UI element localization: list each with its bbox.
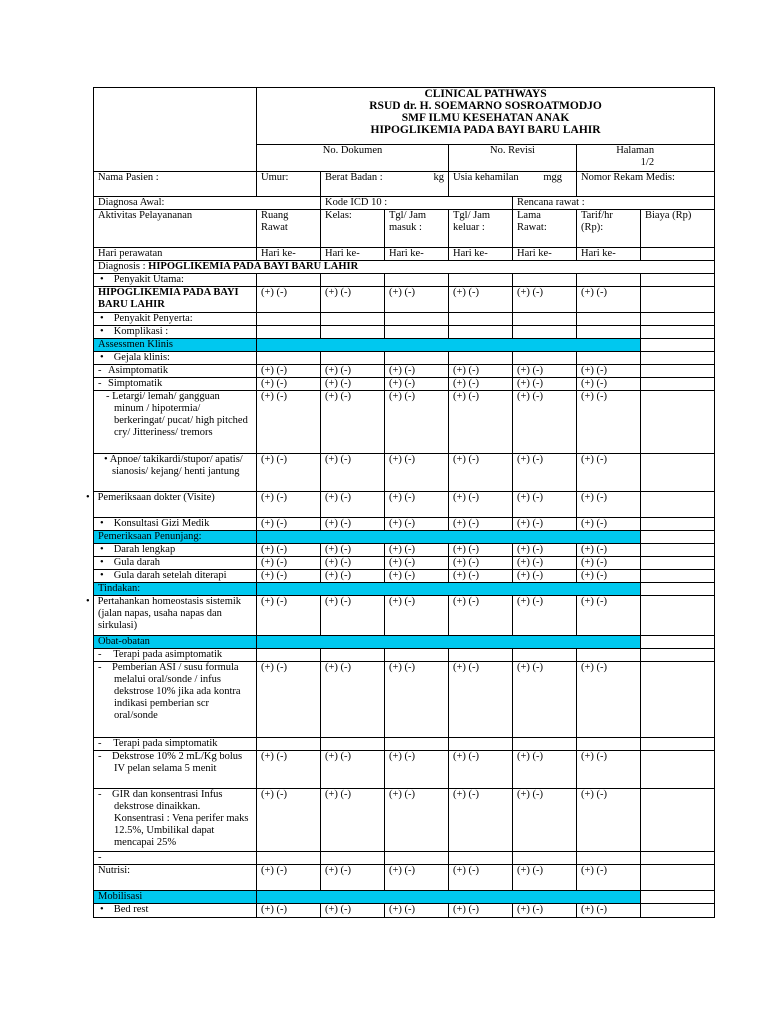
check-cell[interactable]: (+) (-) bbox=[321, 544, 385, 557]
biaya-cell bbox=[641, 662, 715, 738]
check-cell[interactable]: (+) (-) bbox=[449, 492, 513, 518]
check-cell[interactable]: (+) (-) bbox=[321, 596, 385, 636]
pertahankan-homeostasis-row: • Pertahankan homeostasis sistemik (jalan napas, usaha napas dan sirkulasi) bbox=[94, 596, 257, 636]
check-cell[interactable]: (+) (-) bbox=[449, 662, 513, 738]
check-cell[interactable]: (+) (-) bbox=[449, 391, 513, 454]
check-cell[interactable]: (+) (-) bbox=[449, 544, 513, 557]
diagnosis-name: HIPOGLIKEMIA PADA BAYI BARU LAHIR bbox=[148, 261, 359, 272]
check-cell[interactable]: (+) (-) bbox=[257, 492, 321, 518]
penyakit-penyerta: • Penyakit Penyerta: bbox=[94, 313, 257, 326]
check-cell[interactable]: (+) (-) bbox=[257, 365, 321, 378]
section-mobilisasi: Mobilisasi bbox=[94, 891, 257, 904]
check-cell[interactable]: (+) (-) bbox=[577, 544, 641, 557]
dekstrose-label: Dekstrose 10% 2 mL/Kg bolus IV pelan selama 5 menit bbox=[112, 751, 243, 774]
asimptomatik-row: - Asimptomatik bbox=[94, 365, 257, 378]
check-cell[interactable]: (+) (-) bbox=[513, 492, 577, 518]
check-cell[interactable]: (+) (-) bbox=[385, 865, 449, 891]
title-line-4: HIPOGLIKEMIA PADA BAYI BARU LAHIR bbox=[370, 124, 601, 136]
check-cell[interactable]: (+) (-) bbox=[513, 287, 577, 313]
umur: Umur: bbox=[257, 172, 321, 197]
diagnosis-row bbox=[94, 261, 715, 274]
check-cell[interactable]: (+) (-) bbox=[577, 287, 641, 313]
check-cell[interactable]: (+) (-) bbox=[577, 570, 641, 583]
terapi-simptomatik-row: - Terapi pada simptomatik bbox=[94, 738, 257, 751]
biaya-cell bbox=[641, 596, 715, 636]
usia-kehamilan bbox=[449, 172, 577, 197]
usia-kehamilan-label: Usia kehamilan bbox=[453, 172, 519, 183]
col-biaya: Biaya (Rp) bbox=[641, 210, 715, 248]
check-cell[interactable]: (+) (-) bbox=[385, 544, 449, 557]
col-kelas: Kelas: bbox=[321, 210, 385, 248]
check-cell[interactable]: (+) (-) bbox=[385, 454, 449, 492]
check-cell[interactable]: (+) (-) bbox=[321, 789, 385, 852]
check-cell[interactable]: (+) (-) bbox=[513, 596, 577, 636]
check-cell[interactable]: (+) (-) bbox=[257, 789, 321, 852]
gejala-klinis: • Gejala klinis: bbox=[94, 352, 257, 365]
check-cell[interactable]: (+) (-) bbox=[385, 287, 449, 313]
check-cell[interactable]: (+) (-) bbox=[449, 596, 513, 636]
biaya-cell bbox=[641, 789, 715, 852]
check-cell[interactable]: (+) (-) bbox=[577, 391, 641, 454]
simptomatik-row: - Simptomatik bbox=[94, 378, 257, 391]
check-cell[interactable]: (+) (-) bbox=[257, 865, 321, 891]
check-cell[interactable]: (+) (-) bbox=[449, 454, 513, 492]
gir-label: GIR dan konsentrasi Infus dekstrose dinaikkan. Konsentrasi : Vena perifer maks 12.5%, Umbilikal dapat mencapai 25% bbox=[112, 789, 249, 848]
check-cell[interactable]: (+) (-) bbox=[577, 904, 641, 918]
check-cell[interactable]: (+) (-) bbox=[321, 365, 385, 378]
nomor-rekam-medis: Nomor Rekam Medis: bbox=[577, 172, 715, 197]
check-cell[interactable]: (+) (-) bbox=[449, 287, 513, 313]
check-cell[interactable]: (+) (-) bbox=[577, 518, 641, 531]
check-cell[interactable]: (+) (-) bbox=[577, 789, 641, 852]
check-cell[interactable]: (+) (-) bbox=[257, 904, 321, 918]
biaya-cell bbox=[641, 391, 715, 454]
clinical-pathway-table bbox=[86, 87, 715, 918]
no-revisi-label: No. Revisi bbox=[449, 145, 577, 172]
check-cell[interactable]: (+) (-) bbox=[385, 365, 449, 378]
check-cell[interactable]: (+) (-) bbox=[513, 544, 577, 557]
asimptomatik-label: Asimptomatik bbox=[108, 365, 169, 376]
terapi-simptomatik-label: Terapi pada simptomatik bbox=[113, 738, 218, 749]
check-cell[interactable]: (+) (-) bbox=[321, 287, 385, 313]
pemeriksaan-dokter-label: Pemeriksaan dokter (Visite) bbox=[97, 492, 215, 503]
check-cell[interactable]: (+) (-) bbox=[577, 454, 641, 492]
check-cell[interactable]: (+) (-) bbox=[257, 378, 321, 391]
kg-unit: kg bbox=[433, 172, 444, 183]
check-cell[interactable]: (+) (-) bbox=[577, 751, 641, 789]
check-cell[interactable]: (+) (-) bbox=[257, 287, 321, 313]
title-line-1: CLINICAL PATHWAYS bbox=[424, 88, 547, 100]
check-cell[interactable]: (+) (-) bbox=[577, 865, 641, 891]
col-lama-rawat: Lama Rawat: bbox=[513, 210, 577, 248]
check-cell[interactable]: (+) (-) bbox=[385, 662, 449, 738]
check-cell[interactable]: (+) (-) bbox=[321, 518, 385, 531]
check-cell[interactable]: (+) (-) bbox=[257, 662, 321, 738]
gula-darah-setelah-diterapi: • Gula darah setelah diterapi bbox=[94, 570, 257, 583]
berat-badan-label: Berat Badan : bbox=[325, 172, 383, 183]
check-cell[interactable]: (+) (-) bbox=[385, 904, 449, 918]
check-cell[interactable]: (+) (-) bbox=[449, 904, 513, 918]
nama-pasien: Nama Pasien : bbox=[94, 172, 257, 197]
check-cell[interactable]: (+) (-) bbox=[257, 391, 321, 454]
biaya-cell bbox=[641, 557, 715, 570]
pemeriksaan-dokter-row: • Pemeriksaan dokter (Visite) bbox=[94, 492, 257, 518]
simptomatik-label: Simptomatik bbox=[108, 378, 163, 389]
diagnosis-label: Diagnosis : bbox=[98, 261, 149, 272]
document-title bbox=[257, 88, 715, 145]
mgg-unit: mgg bbox=[543, 172, 562, 183]
check-cell[interactable]: (+) (-) bbox=[513, 518, 577, 531]
bed-rest: • Bed rest bbox=[94, 904, 257, 918]
check-cell[interactable]: (+) (-) bbox=[449, 570, 513, 583]
hari-ke: Hari ke- bbox=[257, 248, 321, 261]
check-cell[interactable]: (+) (-) bbox=[513, 454, 577, 492]
darah-lengkap: • Darah lengkap bbox=[94, 544, 257, 557]
terapi-asimptomatik-row: - Terapi pada asimptomatik bbox=[94, 649, 257, 662]
check-cell[interactable]: (+) (-) bbox=[449, 378, 513, 391]
logo-cell bbox=[94, 88, 257, 172]
biaya-cell bbox=[641, 454, 715, 492]
check-cell[interactable]: (+) (-) bbox=[577, 596, 641, 636]
biaya-cell bbox=[641, 865, 715, 891]
biaya-cell bbox=[641, 751, 715, 789]
letargi-row: - Letargi/ lemah/ gangguan minum / hipotermia/ berkeringat/ pucat/ high pitched cry/ Jitteriness/ tremors bbox=[94, 391, 257, 454]
berat-badan bbox=[321, 172, 449, 197]
penyakit-utama: • Penyakit Utama: bbox=[94, 274, 257, 287]
check-cell[interactable]: (+) (-) bbox=[257, 570, 321, 583]
check-cell[interactable]: (+) (-) bbox=[321, 492, 385, 518]
check-cell[interactable]: (+) (-) bbox=[385, 492, 449, 518]
homeostasis-label: Pertahankan homeostasis sistemik (jalan napas, usaha napas dan sirkulasi) bbox=[97, 596, 242, 631]
check-cell[interactable]: (+) (-) bbox=[385, 570, 449, 583]
biaya-cell bbox=[641, 544, 715, 557]
check-cell[interactable]: (+) (-) bbox=[385, 391, 449, 454]
check-cell[interactable]: (+) (-) bbox=[513, 378, 577, 391]
check-cell[interactable]: (+) (-) bbox=[385, 518, 449, 531]
check-cell[interactable]: (+) (-) bbox=[385, 751, 449, 789]
check-cell[interactable]: (+) (-) bbox=[321, 904, 385, 918]
check-cell[interactable]: (+) (-) bbox=[257, 557, 321, 570]
dekstrose-row: - Dekstrose 10% 2 mL/Kg bolus IV pelan selama 5 menit bbox=[94, 751, 257, 789]
biaya-cell bbox=[641, 365, 715, 378]
halaman-value: 1/2 bbox=[640, 157, 655, 168]
check-cell[interactable]: (+) (-) bbox=[513, 570, 577, 583]
check-cell[interactable]: (+) (-) bbox=[449, 557, 513, 570]
check-cell[interactable]: (+) (-) bbox=[449, 751, 513, 789]
check-cell[interactable]: (+) (-) bbox=[257, 544, 321, 557]
biaya-cell bbox=[641, 378, 715, 391]
col-tgl-masuk: Tgl/ Jam masuk : bbox=[385, 210, 449, 248]
komplikasi: • Komplikasi : bbox=[94, 326, 257, 339]
hipoglikemia-row: HIPOGLIKEMIA PADA BAYI BARU LAHIR bbox=[94, 287, 257, 313]
check-cell[interactable]: (+) (-) bbox=[513, 865, 577, 891]
check-cell[interactable]: (+) (-) bbox=[449, 789, 513, 852]
check-cell[interactable]: (+) (-) bbox=[321, 557, 385, 570]
check-cell[interactable]: (+) (-) bbox=[385, 378, 449, 391]
check-cell[interactable]: (+) (-) bbox=[321, 378, 385, 391]
biaya-cell bbox=[641, 492, 715, 518]
halaman-cell bbox=[577, 145, 715, 172]
col-ruang-rawat: Ruang Rawat bbox=[257, 210, 321, 248]
check-cell[interactable]: (+) (-) bbox=[321, 751, 385, 789]
check-cell[interactable]: (+) (-) bbox=[257, 596, 321, 636]
apnoe-row: • Apnoe/ takikardi/stupor/ apatis/ sianosis/ kejang/ henti jantung bbox=[94, 454, 257, 492]
hari-ke: Hari ke- bbox=[449, 248, 513, 261]
kode-icd: Kode ICD 10 : bbox=[321, 197, 513, 210]
hari-perawatan: Hari perawatan bbox=[94, 248, 257, 261]
no-dokumen-label: No. Dokumen bbox=[257, 145, 449, 172]
check-cell[interactable]: (+) (-) bbox=[577, 662, 641, 738]
hari-ke: Hari ke- bbox=[385, 248, 449, 261]
check-cell[interactable]: (+) (-) bbox=[577, 492, 641, 518]
gir-row: - GIR dan konsentrasi Infus dekstrose dinaikkan. Konsentrasi : Vena perifer maks 12.5%, Umbilikal dapat mencapai 25% bbox=[94, 789, 257, 852]
halaman-label: Halaman bbox=[616, 145, 655, 156]
gula-darah: • Gula darah bbox=[94, 557, 257, 570]
col-tarif: Tarif/hr (Rp): bbox=[577, 210, 641, 248]
check-cell[interactable]: (+) (-) bbox=[577, 378, 641, 391]
section-obat-obatan: Obat-obatan bbox=[94, 636, 257, 649]
check-cell[interactable]: (+) (-) bbox=[385, 557, 449, 570]
biaya-cell bbox=[641, 904, 715, 918]
biaya-cell bbox=[641, 287, 715, 313]
check-cell[interactable]: (+) (-) bbox=[321, 865, 385, 891]
check-cell[interactable]: (+) (-) bbox=[513, 751, 577, 789]
check-cell[interactable]: (+) (-) bbox=[449, 518, 513, 531]
title-line-3: SMF ILMU KESEHATAN ANAK bbox=[401, 112, 570, 124]
check-cell[interactable]: (+) (-) bbox=[257, 751, 321, 789]
section-assessmen-klinis: Assessmen Klinis bbox=[94, 339, 257, 352]
check-cell[interactable]: (+) (-) bbox=[513, 789, 577, 852]
section-pemeriksaan-penunjang: Pemeriksaan Penunjang: bbox=[94, 531, 257, 544]
letargi-label: Letargi/ lemah/ gangguan minum / hipotermia/ berkeringat/ pucat/ high pitched cry/ Jitteriness/ tremors bbox=[112, 391, 248, 438]
check-cell[interactable]: (+) (-) bbox=[513, 557, 577, 570]
pemberian-asi-row: - Pemberian ASI / susu formula melalui oral/sonde / infus dekstrose 10% jika ada kontra indikasi pemberian scr oral/sonde bbox=[94, 662, 257, 738]
check-cell[interactable]: (+) (-) bbox=[513, 662, 577, 738]
check-cell[interactable]: (+) (-) bbox=[385, 789, 449, 852]
check-cell[interactable]: (+) (-) bbox=[577, 365, 641, 378]
hari-ke: Hari ke- bbox=[577, 248, 641, 261]
check-cell[interactable]: (+) (-) bbox=[321, 570, 385, 583]
nutrisi: Nutrisi: bbox=[94, 865, 257, 891]
check-cell[interactable]: (+) (-) bbox=[513, 365, 577, 378]
check-cell[interactable]: (+) (-) bbox=[321, 662, 385, 738]
check-cell[interactable]: (+) (-) bbox=[321, 391, 385, 454]
check-cell[interactable]: (+) (-) bbox=[513, 904, 577, 918]
check-cell[interactable]: (+) (-) bbox=[449, 865, 513, 891]
check-cell[interactable]: (+) (-) bbox=[513, 391, 577, 454]
title-line-2: RSUD dr. H. SOEMARNO SOSROATMODJO bbox=[369, 100, 602, 112]
biaya-cell bbox=[641, 570, 715, 583]
pemberian-asi-label: Pemberian ASI / susu formula melalui oral/sonde / infus dekstrose 10% jika ada kontra indikasi pemberian scr oral/sonde bbox=[112, 662, 241, 721]
apnoe-label: Apnoe/ takikardi/stupor/ apatis/ sianosis/ kejang/ henti jantung bbox=[109, 454, 243, 477]
diagnosa-awal: Diagnosa Awal: bbox=[94, 197, 321, 210]
section-tindakan: Tindakan: bbox=[94, 583, 257, 596]
check-cell[interactable]: (+) (-) bbox=[321, 454, 385, 492]
check-cell[interactable]: (+) (-) bbox=[449, 365, 513, 378]
hari-ke: Hari ke- bbox=[321, 248, 385, 261]
check-cell[interactable]: (+) (-) bbox=[577, 557, 641, 570]
hari-ke: Hari ke- bbox=[513, 248, 577, 261]
col-tgl-keluar: Tgl/ Jam keluar : bbox=[449, 210, 513, 248]
terapi-asimptomatik-label: Terapi pada asimptomatik bbox=[113, 649, 223, 660]
empty-dash-row: - bbox=[94, 852, 257, 865]
check-cell[interactable]: (+) (-) bbox=[257, 518, 321, 531]
konsultasi-gizi: • Konsultasi Gizi Medik bbox=[94, 518, 257, 531]
rencana-rawat: Rencana rawat : bbox=[513, 197, 715, 210]
biaya-cell bbox=[641, 518, 715, 531]
check-cell[interactable]: (+) (-) bbox=[385, 596, 449, 636]
check-cell[interactable]: (+) (-) bbox=[257, 454, 321, 492]
col-aktivitas: Aktivitas Pelayananan bbox=[94, 210, 257, 248]
